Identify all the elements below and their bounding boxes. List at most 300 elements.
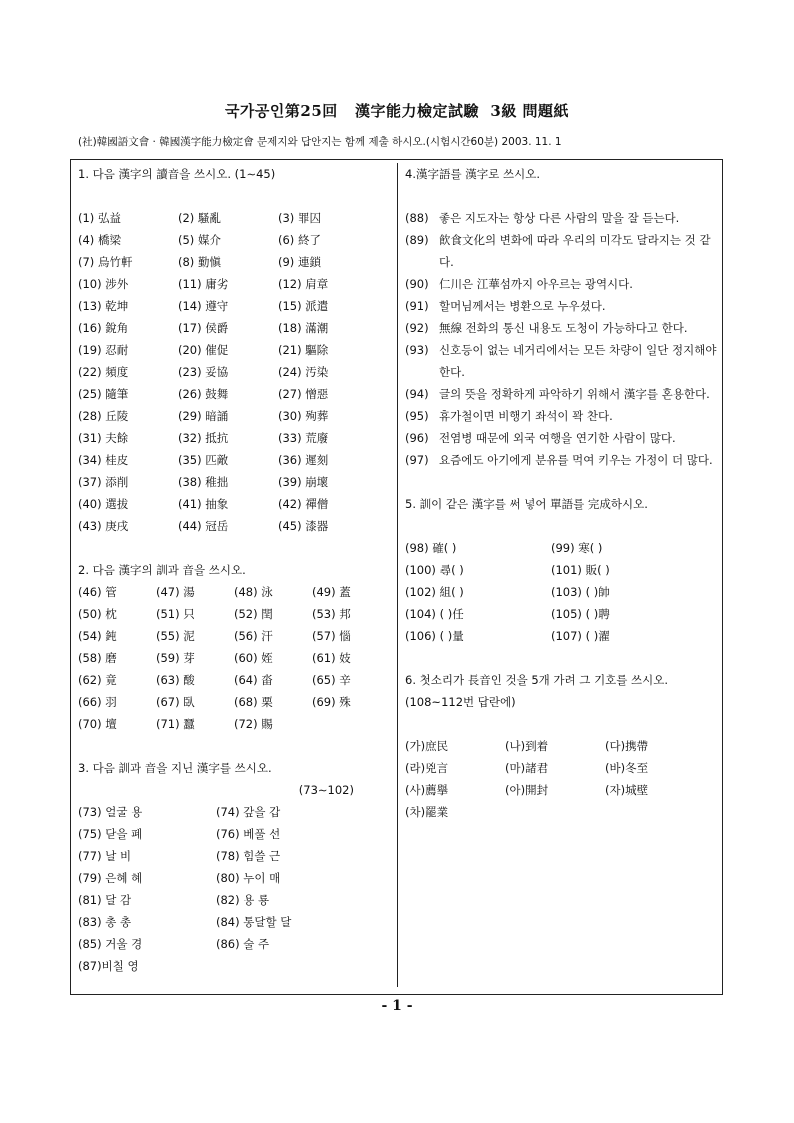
exam-subtitle: (社)韓國語文會 · 韓國漢字能力檢定會 문제지와 답안지는 함께 제출 하시오.(시험시간60분) 2003. 11. 1 bbox=[78, 136, 562, 148]
question-word: 禪僧 bbox=[305, 497, 329, 511]
question-number: (79) bbox=[78, 871, 102, 885]
question-number: (83) bbox=[78, 915, 102, 929]
question-item bbox=[178, 471, 278, 493]
question-item bbox=[405, 405, 717, 427]
question-word: 羽 bbox=[105, 695, 117, 709]
question-word: 夫餘 bbox=[105, 431, 129, 445]
question-number: (73) bbox=[78, 805, 102, 819]
question-number: (아) bbox=[505, 783, 526, 797]
question-item bbox=[278, 427, 388, 449]
question-number: (36) bbox=[278, 453, 302, 467]
question-item bbox=[78, 691, 156, 713]
question-word: 갚을 갑 bbox=[243, 805, 281, 819]
question-number: (86) bbox=[216, 937, 240, 951]
question-word: 遵守 bbox=[205, 299, 229, 313]
question-item bbox=[278, 339, 388, 361]
question-item bbox=[178, 449, 278, 471]
question-item bbox=[216, 867, 356, 889]
question-sentence: 할머님께서는 병환으로 누우셨다. bbox=[439, 299, 606, 313]
question-number: (55) bbox=[156, 629, 180, 643]
right-column bbox=[405, 163, 717, 823]
question-number: (53) bbox=[312, 607, 336, 621]
question-word: 통달할 달 bbox=[243, 915, 292, 929]
question-number: (98) bbox=[405, 541, 429, 555]
question-item bbox=[78, 647, 156, 669]
question-word: 滿潮 bbox=[305, 321, 329, 335]
question-word: 兇言 bbox=[425, 761, 449, 775]
question-number: (16) bbox=[78, 321, 102, 335]
question-word: 遲刻 bbox=[305, 453, 329, 467]
question-word: 鈍 bbox=[105, 629, 117, 643]
question-number: (31) bbox=[78, 431, 102, 445]
question-item bbox=[278, 207, 388, 229]
question-item bbox=[78, 801, 216, 823]
question-item bbox=[178, 361, 278, 383]
section6-items bbox=[405, 735, 717, 823]
question-word: 姪 bbox=[261, 651, 273, 665]
question-word: 涉外 bbox=[105, 277, 129, 291]
question-number: (103) bbox=[551, 585, 582, 599]
question-item bbox=[405, 801, 505, 823]
question-number: (바) bbox=[605, 761, 626, 775]
question-item bbox=[78, 405, 178, 427]
question-item bbox=[78, 581, 156, 603]
question-word: 寒( ) bbox=[578, 541, 603, 555]
question-word: 庚戌 bbox=[105, 519, 129, 533]
question-number: (29) bbox=[178, 409, 202, 423]
question-item bbox=[78, 273, 178, 295]
question-number: (91) bbox=[405, 299, 429, 313]
question-item bbox=[78, 515, 178, 537]
question-item bbox=[505, 779, 605, 801]
question-item bbox=[178, 383, 278, 405]
question-item bbox=[78, 889, 216, 911]
section6-heading: 6. 첫소리가 長音인 것을 5개 가려 그 기호를 쓰시오. (108~112번 답란에) bbox=[405, 673, 669, 709]
question-word: 終了 bbox=[297, 233, 321, 247]
question-number: (1) bbox=[78, 211, 95, 225]
question-number: (25) bbox=[78, 387, 102, 401]
question-word: 邦 bbox=[339, 607, 351, 621]
question-word: 汚染 bbox=[305, 365, 329, 379]
question-item bbox=[551, 581, 697, 603]
question-number: (47) bbox=[156, 585, 180, 599]
question-item bbox=[551, 625, 697, 647]
question-item bbox=[78, 625, 156, 647]
question-number: (11) bbox=[178, 277, 202, 291]
question-number: (61) bbox=[312, 651, 336, 665]
question-number: (17) bbox=[178, 321, 202, 335]
question-word: 湯 bbox=[183, 585, 195, 599]
question-word: 蠶 bbox=[183, 717, 195, 731]
question-item bbox=[178, 427, 278, 449]
question-item bbox=[78, 867, 216, 889]
question-item bbox=[78, 251, 178, 273]
question-item bbox=[234, 603, 312, 625]
question-item bbox=[278, 229, 388, 251]
question-item bbox=[551, 603, 697, 625]
question-item bbox=[216, 801, 356, 823]
question-word: ( )量 bbox=[439, 629, 464, 643]
question-item bbox=[178, 295, 278, 317]
question-item bbox=[216, 911, 356, 933]
question-item bbox=[405, 317, 717, 339]
question-number: (28) bbox=[78, 409, 102, 423]
question-number: (51) bbox=[156, 607, 180, 621]
question-item bbox=[405, 603, 551, 625]
question-number: (69) bbox=[312, 695, 336, 709]
question-number: (76) bbox=[216, 827, 240, 841]
question-item bbox=[178, 229, 278, 251]
question-sentence: 좋은 지도자는 항상 다른 사람의 말을 잘 듣는다. bbox=[439, 211, 680, 225]
question-number: (72) bbox=[234, 717, 258, 731]
question-item bbox=[78, 603, 156, 625]
question-word: 勤愼 bbox=[197, 255, 221, 269]
question-number: (70) bbox=[78, 717, 102, 731]
question-word: 城壁 bbox=[625, 783, 649, 797]
question-number: (다) bbox=[605, 739, 626, 753]
question-number: (8) bbox=[178, 255, 195, 269]
question-word: 連鎖 bbox=[297, 255, 321, 269]
question-word: 諸君 bbox=[525, 761, 549, 775]
question-number: (100) bbox=[405, 563, 436, 577]
question-item bbox=[78, 207, 178, 229]
question-item bbox=[312, 625, 390, 647]
question-item bbox=[278, 361, 388, 383]
question-word: 베풀 선 bbox=[243, 827, 281, 841]
question-number: (54) bbox=[78, 629, 102, 643]
question-word: 到着 bbox=[525, 739, 549, 753]
question-item bbox=[78, 493, 178, 515]
column-divider bbox=[397, 163, 398, 987]
question-sentence: 신호등이 없는 네거리에서는 모든 차량이 일단 정지해야한다. bbox=[439, 343, 717, 379]
question-word: 泳 bbox=[261, 585, 273, 599]
question-item bbox=[405, 229, 717, 273]
question-word: 催促 bbox=[205, 343, 229, 357]
question-item bbox=[278, 317, 388, 339]
question-item bbox=[156, 625, 234, 647]
question-number: (92) bbox=[405, 321, 429, 335]
question-item bbox=[78, 339, 178, 361]
question-number: (21) bbox=[278, 343, 302, 357]
question-number: (50) bbox=[78, 607, 102, 621]
question-number: (12) bbox=[278, 277, 302, 291]
question-number: (46) bbox=[78, 585, 102, 599]
question-word: 弘益 bbox=[97, 211, 121, 225]
question-number: (105) bbox=[551, 607, 582, 621]
question-word: 憎惡 bbox=[305, 387, 329, 401]
question-item bbox=[234, 625, 312, 647]
question-word: ( )聘 bbox=[585, 607, 610, 621]
question-item bbox=[234, 713, 312, 735]
question-word: 派遣 bbox=[305, 299, 329, 313]
question-word: 妓 bbox=[339, 651, 351, 665]
question-word: 冬至 bbox=[625, 761, 649, 775]
question-word: 漆器 bbox=[305, 519, 329, 533]
question-word: 銳角 bbox=[105, 321, 129, 335]
question-number: (89) bbox=[405, 233, 429, 247]
question-word: 磨 bbox=[105, 651, 117, 665]
question-number: (59) bbox=[156, 651, 180, 665]
question-item bbox=[78, 845, 216, 867]
question-word: 누이 매 bbox=[243, 871, 281, 885]
question-word: 辛 bbox=[339, 673, 351, 687]
question-number: (63) bbox=[156, 673, 180, 687]
question-word: 枕 bbox=[105, 607, 117, 621]
question-item bbox=[605, 779, 705, 801]
question-item bbox=[78, 383, 178, 405]
question-word: 닫을 폐 bbox=[105, 827, 143, 841]
question-word: 鼓舞 bbox=[205, 387, 229, 401]
question-item bbox=[312, 647, 390, 669]
question-sentence: 글의 뜻을 정확하게 파악하기 위해서 漢字를 혼용한다. bbox=[439, 387, 710, 401]
question-word: 罷業 bbox=[425, 805, 449, 819]
question-number: (66) bbox=[78, 695, 102, 709]
question-sentence: 仁川은 江華섬까지 아우르는 광역시다. bbox=[439, 277, 633, 291]
question-word: 妥協 bbox=[205, 365, 229, 379]
question-item bbox=[156, 669, 234, 691]
question-number: (49) bbox=[312, 585, 336, 599]
question-number: (102) bbox=[405, 585, 436, 599]
question-item bbox=[216, 845, 356, 867]
section4-heading: 4.漢字語를 漢字로 쓰시오. bbox=[405, 167, 540, 181]
question-item bbox=[78, 669, 156, 691]
question-word: 販( ) bbox=[585, 563, 610, 577]
section3-items bbox=[78, 801, 390, 955]
question-word: 抽象 bbox=[205, 497, 229, 511]
question-word: 崩壞 bbox=[305, 475, 329, 489]
exam-title: 국가공인第25回 漢字能力檢定試驗 3級 問題紙 bbox=[224, 102, 570, 120]
question-word: 은혜 혜 bbox=[105, 871, 143, 885]
question-word: 橋梁 bbox=[97, 233, 121, 247]
question-number: (81) bbox=[78, 893, 102, 907]
question-item bbox=[278, 405, 388, 427]
question-item bbox=[78, 823, 216, 845]
question-word: 尋( ) bbox=[439, 563, 464, 577]
question-item bbox=[278, 515, 388, 537]
question-item bbox=[178, 515, 278, 537]
question-word: 烏竹軒 bbox=[97, 255, 133, 269]
question-word: 添削 bbox=[105, 475, 129, 489]
question-word: 栗 bbox=[261, 695, 273, 709]
question-item bbox=[312, 581, 390, 603]
question-item bbox=[78, 427, 178, 449]
question-word: 庸劣 bbox=[205, 277, 229, 291]
question-item bbox=[405, 625, 551, 647]
question-number: (39) bbox=[278, 475, 302, 489]
question-item bbox=[505, 757, 605, 779]
question-number: (10) bbox=[78, 277, 102, 291]
question-item bbox=[312, 603, 390, 625]
question-number: (93) bbox=[405, 343, 429, 357]
question-word: 殊 bbox=[339, 695, 351, 709]
section4-items bbox=[405, 207, 717, 471]
question-number: (38) bbox=[178, 475, 202, 489]
section5-items bbox=[405, 537, 717, 647]
question-number: (106) bbox=[405, 629, 436, 643]
question-item bbox=[78, 361, 178, 383]
question-word: 丘陵 bbox=[105, 409, 129, 423]
question-item bbox=[78, 911, 216, 933]
question-word: 暗誦 bbox=[205, 409, 229, 423]
question-item bbox=[278, 383, 388, 405]
question-word: 얼굴 용 bbox=[105, 805, 143, 819]
section3-heading: 3. 다음 訓과 音을 지닌 漢字를 쓰시오. bbox=[78, 761, 272, 775]
question-number: (77) bbox=[78, 849, 102, 863]
section5-heading: 5. 訓이 같은 漢字를 써 넣어 單語를 完成하시오. bbox=[405, 497, 648, 511]
question-word: 騷亂 bbox=[197, 211, 221, 225]
question-word: 媒介 bbox=[197, 233, 221, 247]
question-word: 泥 bbox=[183, 629, 195, 643]
question-number: (15) bbox=[278, 299, 302, 313]
page-number: - 1 - bbox=[381, 998, 413, 1014]
question-number: (68) bbox=[234, 695, 258, 709]
question-item bbox=[234, 669, 312, 691]
question-word: 確( ) bbox=[432, 541, 457, 555]
question-number: (26) bbox=[178, 387, 202, 401]
question-item bbox=[278, 449, 388, 471]
left-column bbox=[78, 163, 390, 977]
question-word: 酸 bbox=[183, 673, 195, 687]
question-item bbox=[78, 933, 216, 955]
question-word: 蓋 bbox=[339, 585, 351, 599]
question-item bbox=[405, 537, 551, 559]
question-word: 惱 bbox=[339, 629, 351, 643]
question-number: (45) bbox=[278, 519, 302, 533]
question-number: (58) bbox=[78, 651, 102, 665]
question-item bbox=[178, 493, 278, 515]
question-item bbox=[551, 537, 697, 559]
question-item bbox=[405, 273, 717, 295]
question-number: (84) bbox=[216, 915, 240, 929]
question-number: (24) bbox=[278, 365, 302, 379]
question-number: (52) bbox=[234, 607, 258, 621]
question-number: (104) bbox=[405, 607, 436, 621]
question-item bbox=[605, 757, 705, 779]
question-item bbox=[178, 317, 278, 339]
section1-items bbox=[78, 207, 390, 537]
question-number: (44) bbox=[178, 519, 202, 533]
question-word: 肩章 bbox=[305, 277, 329, 291]
question-number: (80) bbox=[216, 871, 240, 885]
question-item bbox=[405, 757, 505, 779]
question-item bbox=[216, 823, 356, 845]
question-word: 抵抗 bbox=[205, 431, 229, 445]
question-number: (42) bbox=[278, 497, 302, 511]
question-number: (74) bbox=[216, 805, 240, 819]
question-number: (62) bbox=[78, 673, 102, 687]
question-number: (107) bbox=[551, 629, 582, 643]
question-item bbox=[312, 691, 390, 713]
question-item bbox=[178, 273, 278, 295]
section2-items bbox=[78, 581, 390, 735]
question-word: 총 총 bbox=[105, 915, 132, 929]
question-number: (가) bbox=[405, 739, 426, 753]
section2-heading: 2. 다음 漢字의 訓과 音을 쓰시오. bbox=[78, 563, 246, 577]
question-word: 桂皮 bbox=[105, 453, 129, 467]
question-word: 開封 bbox=[525, 783, 549, 797]
question-number: (20) bbox=[178, 343, 202, 357]
question-number: (78) bbox=[216, 849, 240, 863]
question-word: 只 bbox=[183, 607, 195, 621]
question-item bbox=[78, 713, 156, 735]
question-word: 管 bbox=[105, 585, 117, 599]
question-number: (43) bbox=[78, 519, 102, 533]
question-word: 乾坤 bbox=[105, 299, 129, 313]
question-number: (7) bbox=[78, 255, 95, 269]
question-item bbox=[234, 581, 312, 603]
question-item bbox=[216, 889, 356, 911]
question-word: 侯爵 bbox=[205, 321, 229, 335]
question-word: 芽 bbox=[183, 651, 195, 665]
question-number: (3) bbox=[278, 211, 295, 225]
question-sentence: 전염병 때문에 외국 여행을 연기한 사람이 많다. bbox=[439, 431, 676, 445]
section1-heading: 1. 다음 漢字의 讀音을 쓰시오. (1∼45) bbox=[78, 167, 276, 181]
question-item bbox=[178, 405, 278, 427]
question-word: 힘쓸 근 bbox=[243, 849, 281, 863]
question-sentence: 無線 전화의 통신 내용도 도청이 가능하다고 한다. bbox=[439, 321, 688, 335]
question-number: (65) bbox=[312, 673, 336, 687]
question-item bbox=[405, 779, 505, 801]
question-item bbox=[78, 471, 178, 493]
question-item bbox=[505, 735, 605, 757]
question-number: (14) bbox=[178, 299, 202, 313]
question-item bbox=[216, 933, 356, 955]
question-item bbox=[156, 691, 234, 713]
question-item bbox=[405, 339, 717, 383]
question-item bbox=[312, 669, 390, 691]
question-item bbox=[405, 295, 717, 317]
question-number: (88) bbox=[405, 211, 429, 225]
question-word: 隨筆 bbox=[105, 387, 129, 401]
question-word: 組( ) bbox=[439, 585, 464, 599]
question-number: (101) bbox=[551, 563, 582, 577]
question-item bbox=[278, 493, 388, 515]
question-item bbox=[178, 251, 278, 273]
question-number: (13) bbox=[78, 299, 102, 313]
question-item bbox=[278, 273, 388, 295]
question-word: 選拔 bbox=[105, 497, 129, 511]
question-sentence: 요즘에도 아기에게 분유를 먹여 키우는 가정이 더 많다. bbox=[439, 453, 713, 467]
question-number: (33) bbox=[278, 431, 302, 445]
question-number: (자) bbox=[605, 783, 626, 797]
question-number: (6) bbox=[278, 233, 295, 247]
question-number: (75) bbox=[78, 827, 102, 841]
question-word: 달 감 bbox=[105, 893, 132, 907]
section3-last-item: (87)비칠 영 bbox=[78, 959, 139, 973]
question-word: ( )帥 bbox=[585, 585, 610, 599]
question-number: (99) bbox=[551, 541, 575, 555]
question-item bbox=[156, 647, 234, 669]
question-number: (94) bbox=[405, 387, 429, 401]
question-word: 거울 경 bbox=[105, 937, 143, 951]
question-number: (57) bbox=[312, 629, 336, 643]
question-number: (96) bbox=[405, 431, 429, 445]
question-number: (67) bbox=[156, 695, 180, 709]
question-item bbox=[405, 735, 505, 757]
question-word: 庶民 bbox=[425, 739, 449, 753]
question-item bbox=[405, 207, 717, 229]
question-number: (9) bbox=[278, 255, 295, 269]
question-word: 稚拙 bbox=[205, 475, 229, 489]
question-number: (71) bbox=[156, 717, 180, 731]
question-number: (마) bbox=[505, 761, 526, 775]
question-item bbox=[156, 713, 234, 735]
question-word: ( )任 bbox=[439, 607, 464, 621]
question-number: (사) bbox=[405, 783, 426, 797]
question-number: (차) bbox=[405, 805, 426, 819]
question-number: (40) bbox=[78, 497, 102, 511]
question-word: 忍耐 bbox=[105, 343, 129, 357]
